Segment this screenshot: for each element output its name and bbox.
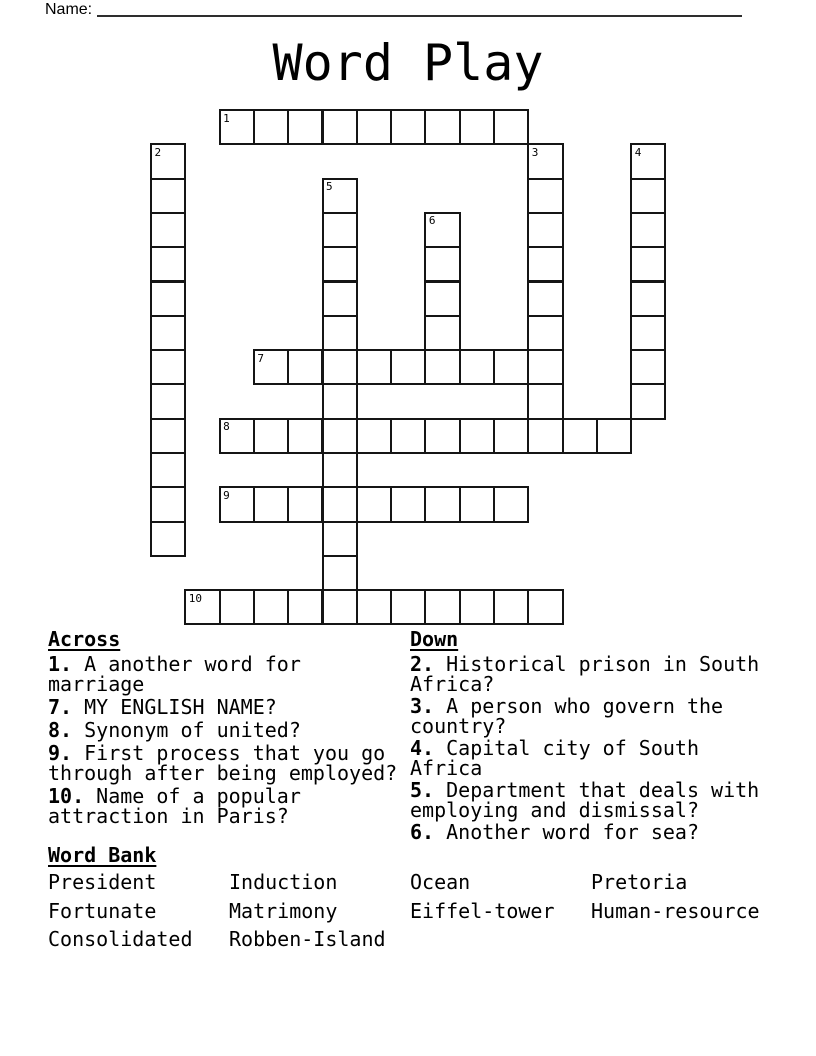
grid-cell-4-down-3[interactable] <box>630 246 666 282</box>
grid-cell-1-across-0[interactable] <box>219 109 255 145</box>
down-section <box>410 629 770 844</box>
grid-cell-3-down-4[interactable] <box>527 281 563 317</box>
word-bank-word: Induction <box>229 870 338 894</box>
grid-cell-4-down-1[interactable] <box>630 178 666 214</box>
grid-number-6: 6 <box>428 214 436 228</box>
grid-cell-5-down-11[interactable] <box>322 555 358 591</box>
grid-number-5: 5 <box>326 180 333 194</box>
grid-number-2: 2 <box>154 145 162 159</box>
grid-cell-4-down-6[interactable] <box>630 349 666 385</box>
grid-number-3: 3 <box>531 145 539 159</box>
grid-cell-9-across-2[interactable] <box>287 486 323 522</box>
grid-cell-6-down-0[interactable] <box>424 212 460 248</box>
grid-cell-8-across-10[interactable] <box>562 418 598 454</box>
grid-cell-8-across-11[interactable] <box>596 418 632 454</box>
clue-number: 5. <box>410 778 435 802</box>
grid-cell-4-down-2[interactable] <box>630 212 666 248</box>
grid-cell-7-across-5[interactable] <box>424 349 460 385</box>
grid-cell-9-across-7[interactable] <box>459 486 495 522</box>
grid-cell-5-down-3[interactable] <box>322 281 358 317</box>
grid-cell-1-across-4[interactable] <box>356 109 392 145</box>
grid-cell-2-down-1[interactable] <box>150 178 186 214</box>
word-bank-word: Fortunate <box>48 898 157 923</box>
grid-cell-2-down-3[interactable] <box>150 246 186 282</box>
down-clue-2: 2. Historical prison in South Africa? <box>410 652 760 696</box>
grid-cell-4-down-0[interactable] <box>630 143 666 179</box>
grid-cell-6-down-2[interactable] <box>424 281 460 317</box>
grid-cell-10-across-9[interactable] <box>493 589 529 625</box>
grid-cell-5-down-1[interactable] <box>322 212 358 248</box>
grid-cell-6-down-1[interactable] <box>424 246 460 282</box>
grid-cell-2-down-2[interactable] <box>150 212 186 248</box>
grid-cell-1-across-8[interactable] <box>493 109 529 145</box>
grid-cell-7-across-6[interactable] <box>459 349 495 385</box>
word-bank-word: Matrimony <box>229 898 338 923</box>
grid-cell-8-across-6[interactable] <box>424 418 460 454</box>
grid-number-9: 9 <box>223 488 230 502</box>
grid-cell-3-down-5[interactable] <box>527 315 563 351</box>
grid-cell-2-down-4[interactable] <box>150 281 186 317</box>
grid-cell-8-across-1[interactable] <box>253 418 289 454</box>
clue-number: 6. <box>410 820 435 844</box>
word-bank-word: Pretoria <box>591 870 688 894</box>
across-clue-8: 8. Synonym of united? <box>48 718 301 742</box>
across-clue-9: 9. First process that you go through after being employed? <box>48 741 398 785</box>
grid-cell-2-down-5[interactable] <box>150 315 186 351</box>
grid-cell-2-down-10[interactable] <box>150 486 186 522</box>
word-bank-word: Ocean <box>410 870 471 894</box>
grid-number-10: 10 <box>188 591 203 605</box>
grid-cell-8-across-7[interactable] <box>459 418 495 454</box>
grid-cell-3-down-7[interactable] <box>527 383 563 419</box>
across-clue-7: 7. MY ENGLISH NAME? <box>48 695 277 719</box>
grid-cell-1-across-1[interactable] <box>253 109 289 145</box>
grid-cell-2-down-9[interactable] <box>150 452 186 488</box>
grid-cell-1-across-5[interactable] <box>390 109 426 145</box>
grid-cell-9-across-1[interactable] <box>253 486 289 522</box>
grid-cell-8-across-2[interactable] <box>287 418 323 454</box>
grid-cell-3-down-3[interactable] <box>527 246 563 282</box>
clue-number: 9. <box>48 741 73 765</box>
clue-number: 1. <box>48 652 73 676</box>
clue-number: 2. <box>410 652 435 676</box>
grid-cell-10-across-10[interactable] <box>527 589 563 625</box>
down-clue-5: 5. Department that deals with employing and dismissal? <box>410 778 760 822</box>
grid-cell-10-across-6[interactable] <box>390 589 426 625</box>
grid-cell-10-across-4[interactable] <box>322 589 358 625</box>
grid-cell-10-across-3[interactable] <box>287 589 323 625</box>
down-clue-4: 4. Capital city of South Africa <box>410 736 699 780</box>
grid-cell-7-across-0[interactable] <box>253 349 289 385</box>
grid-cell-10-across-5[interactable] <box>356 589 392 625</box>
word-bank-word: President <box>48 870 157 894</box>
grid-cell-3-down-0[interactable] <box>527 143 563 179</box>
grid-cell-8-across-8[interactable] <box>493 418 529 454</box>
clue-number: 10. <box>48 784 85 808</box>
grid-cell-8-across-0[interactable] <box>219 418 255 454</box>
grid-cell-5-down-0[interactable] <box>322 178 358 214</box>
word-bank-word: Robben-Island <box>229 927 386 952</box>
clue-number: 7. <box>48 695 73 719</box>
grid-cell-4-down-7[interactable] <box>630 383 666 419</box>
across-heading: Across <box>48 627 121 651</box>
grid-cell-5-down-8[interactable] <box>322 452 358 488</box>
grid-cell-9-across-4[interactable] <box>356 486 392 522</box>
grid-cell-9-across-5[interactable] <box>390 486 426 522</box>
grid-cell-10-across-7[interactable] <box>424 589 460 625</box>
clue-number: 3. <box>410 694 435 718</box>
word-bank-row-2 <box>48 898 778 923</box>
grid-number-4: 4 <box>634 145 642 159</box>
grid-cell-7-across-2[interactable] <box>322 349 358 385</box>
grid-cell-9-across-6[interactable] <box>424 486 460 522</box>
grid-cell-1-across-6[interactable] <box>424 109 460 145</box>
grid-cell-10-across-8[interactable] <box>459 589 495 625</box>
grid-cell-7-across-3[interactable] <box>356 349 392 385</box>
grid-cell-8-across-9[interactable] <box>527 418 563 454</box>
grid-cell-1-across-7[interactable] <box>459 109 495 145</box>
grid-cell-4-down-4[interactable] <box>630 281 666 317</box>
grid-cell-5-down-2[interactable] <box>322 246 358 282</box>
grid-cell-7-across-4[interactable] <box>390 349 426 385</box>
grid-cell-3-down-1[interactable] <box>527 178 563 214</box>
grid-cell-5-down-4[interactable] <box>322 315 358 351</box>
grid-cell-2-down-8[interactable] <box>150 418 186 454</box>
page-title: Word Play <box>272 34 544 92</box>
word-bank-heading: Word Bank <box>48 843 157 867</box>
grid-cell-8-across-4[interactable] <box>356 418 392 454</box>
across-clue-1: 1. A another word for marriage <box>48 652 301 696</box>
clue-number: 4. <box>410 736 435 760</box>
name-label: Name: <box>45 1 93 18</box>
across-section <box>48 629 408 829</box>
grid-cell-9-across-0[interactable] <box>219 486 255 522</box>
down-clue-3: 3. A person who govern the country? <box>410 694 724 738</box>
word-bank-word: Consolidated <box>48 927 193 952</box>
grid-cell-8-across-3[interactable] <box>322 418 358 454</box>
down-clue-list <box>410 654 770 842</box>
grid-cell-10-across-1[interactable] <box>219 589 255 625</box>
across-clue-10: 10. Name of a popular attraction in Paris? <box>48 784 301 828</box>
grid-cell-7-across-8[interactable] <box>527 349 563 385</box>
grid-number-7: 7 <box>257 351 265 365</box>
grid-cell-2-down-0[interactable] <box>150 143 186 179</box>
word-bank-word: Human-resource <box>591 898 760 923</box>
clue-number: 8. <box>48 718 73 742</box>
word-bank-list <box>48 870 778 952</box>
grid-cell-5-down-6[interactable] <box>322 383 358 419</box>
grid-number-8: 8 <box>223 420 230 434</box>
grid-cell-10-across-0[interactable] <box>184 589 220 625</box>
word-bank-row-3 <box>48 927 778 952</box>
grid-cell-7-across-1[interactable] <box>287 349 323 385</box>
word-bank-word: Eiffel-tower <box>410 898 555 923</box>
grid-cell-9-across-3[interactable] <box>322 486 358 522</box>
across-clue-list <box>48 654 408 826</box>
grid-cell-2-down-6[interactable] <box>150 349 186 385</box>
grid-cell-1-across-2[interactable] <box>287 109 323 145</box>
grid-cell-2-down-7[interactable] <box>150 383 186 419</box>
grid-cell-8-across-5[interactable] <box>390 418 426 454</box>
grid-cell-2-down-11[interactable] <box>150 521 186 557</box>
down-clue-6: 6. Another word for sea? <box>410 820 699 844</box>
grid-cell-10-across-2[interactable] <box>253 589 289 625</box>
word-bank-section <box>48 845 778 958</box>
grid-cell-5-down-10[interactable] <box>322 521 358 557</box>
grid-cell-9-across-8[interactable] <box>493 486 529 522</box>
word-bank-row-1 <box>48 872 778 892</box>
down-heading: Down <box>410 627 459 651</box>
grid-number-1: 1 <box>223 111 230 125</box>
grid-cell-1-across-3[interactable] <box>322 109 358 145</box>
grid-cell-4-down-5[interactable] <box>630 315 666 351</box>
grid-cell-6-down-3[interactable] <box>424 315 460 351</box>
grid-cell-3-down-2[interactable] <box>527 212 563 248</box>
grid-cell-7-across-7[interactable] <box>493 349 529 385</box>
